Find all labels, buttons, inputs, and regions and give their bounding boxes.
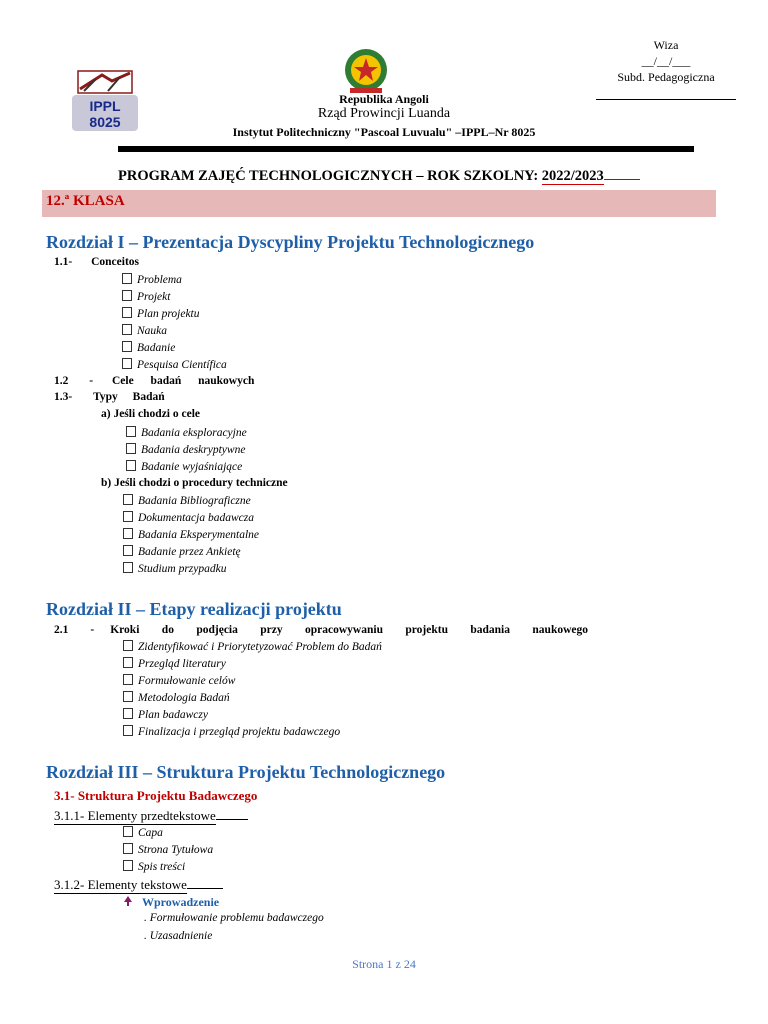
section-label: Conceitos xyxy=(91,256,140,268)
list-item: Problema xyxy=(122,273,182,286)
chapter-1-title: Rozdział I – Prezentacja Dyscypliny Projektu Technologicznego xyxy=(46,232,535,252)
program-title xyxy=(118,168,640,185)
approval-title: Wiza xyxy=(653,38,679,52)
list-item: . Formułowanie problemu badawczego xyxy=(144,912,324,924)
section-2-1: 2.1 - Kroki do podjęcia przy opracowywaniu projektu badania naukowego xyxy=(54,624,588,636)
list-item: Plan badawczy xyxy=(123,708,208,721)
list-item: Dokumentacja badawcza xyxy=(123,511,254,524)
list-item: Spis treści xyxy=(123,860,185,873)
bullet-icon xyxy=(122,307,132,318)
list-item: Strona Tytułowa xyxy=(123,843,213,856)
bullet-icon xyxy=(123,674,133,685)
bullet-icon xyxy=(122,290,132,301)
bullet-icon xyxy=(126,426,136,437)
bullet-icon xyxy=(123,562,133,573)
section-1-2: 1.2 - Cele badań naukowych xyxy=(54,375,255,387)
list-item: Pesquisa Científica xyxy=(122,358,227,371)
introduction-heading: Wprowadzenie xyxy=(122,895,219,910)
bullet-icon xyxy=(122,273,132,284)
bullet-icon xyxy=(123,826,133,837)
page-number: Strona 1 z 24 xyxy=(352,957,416,971)
approval-box xyxy=(596,37,736,100)
program-title-main: PROGRAM ZAJĘĆ TECHNOLOGICZNYCH – ROK SZKOLNY: xyxy=(118,168,542,184)
bullet-icon xyxy=(122,358,132,369)
list-item: Metodologia Badań xyxy=(123,691,230,704)
angola-emblem xyxy=(336,48,396,94)
logo-text-bottom: 8025 xyxy=(89,114,121,130)
list-item: Przegląd literatury xyxy=(123,657,226,670)
list-item: Badania eksploracyjne xyxy=(126,426,247,439)
bullet-icon xyxy=(123,843,133,854)
list-item: Finalizacja i przegląd projektu badawczego xyxy=(123,725,340,738)
arrow-bullet-icon xyxy=(122,895,134,907)
list-item: Badanie wyjaśniające xyxy=(126,460,242,473)
bullet-icon xyxy=(123,860,133,871)
list-item: Capa xyxy=(123,826,163,839)
section-3-1: 3.1- Struktura Projektu Badawczego xyxy=(54,788,258,803)
section-number: 1.1- xyxy=(54,256,73,268)
bullet-icon xyxy=(123,528,133,539)
logo-text-top: IPPL xyxy=(89,98,121,114)
section-3-1-2: 3.1.2- Elementy tekstowe xyxy=(54,877,223,894)
bullet-icon xyxy=(126,460,136,471)
bullet-icon xyxy=(123,708,133,719)
bullet-icon xyxy=(123,494,133,505)
list-item: Studium przypadku xyxy=(123,562,226,575)
class-label: 12.ª KLASA xyxy=(46,193,125,209)
list-item: Nauka xyxy=(122,324,167,337)
subsection-a: a) Jeśli chodzi o cele xyxy=(101,408,201,420)
approval-date-line: __/__/___ xyxy=(641,54,691,68)
list-item: Zidentyfikować i Priorytetyzować Problem do Badań xyxy=(123,640,382,653)
section-3-1-1: 3.1.1- Elementy przedtekstowe xyxy=(54,808,248,825)
approval-subtitle: Subd. Pedagogiczna xyxy=(617,70,715,84)
class-banner xyxy=(42,190,716,217)
list-item: Plan projektu xyxy=(122,307,200,320)
subsection-b: b) Jeśli chodzi o procedury techniczne xyxy=(101,477,288,489)
bullet-icon xyxy=(122,324,132,335)
bullet-icon xyxy=(123,691,133,702)
bullet-icon xyxy=(123,657,133,668)
list-item: Formułowanie celów xyxy=(123,674,235,687)
section-1-1 xyxy=(54,256,139,268)
signature-line xyxy=(596,85,736,100)
bullet-icon xyxy=(123,545,133,556)
list-item: . Uzasadnienie xyxy=(144,930,213,942)
list-item: Badania Bibliograficzne xyxy=(123,494,251,507)
bullet-icon xyxy=(123,511,133,522)
government-name: Rząd Prowincji Luanda xyxy=(317,106,451,121)
list-item: Badanie przez Ankietę xyxy=(123,545,241,558)
list-item: Badania deskryptywne xyxy=(126,443,245,456)
chapter-3-title: Rozdział III – Struktura Projektu Technologicznego xyxy=(46,762,446,782)
chapter-2-title: Rozdział II – Etapy realizacji projektu xyxy=(46,599,342,619)
list-item: Projekt xyxy=(122,290,170,303)
header-divider xyxy=(118,146,694,152)
program-title-year: 2022/2023 xyxy=(541,168,604,184)
institute-name: Instytut Politechniczny "Pascoal Luvualu" –IPPL–Nr 8025 xyxy=(232,125,536,139)
republic-name: Republika Angoli xyxy=(339,92,429,106)
bullet-icon xyxy=(126,443,136,454)
bullet-icon xyxy=(123,725,133,736)
bullet-icon xyxy=(123,640,133,651)
list-item: Badania Eksperymentalne xyxy=(123,528,259,541)
bullet-icon xyxy=(122,341,132,352)
list-item: Badanie xyxy=(122,341,175,354)
section-1-3: 1.3- Typy Badań xyxy=(54,391,165,403)
